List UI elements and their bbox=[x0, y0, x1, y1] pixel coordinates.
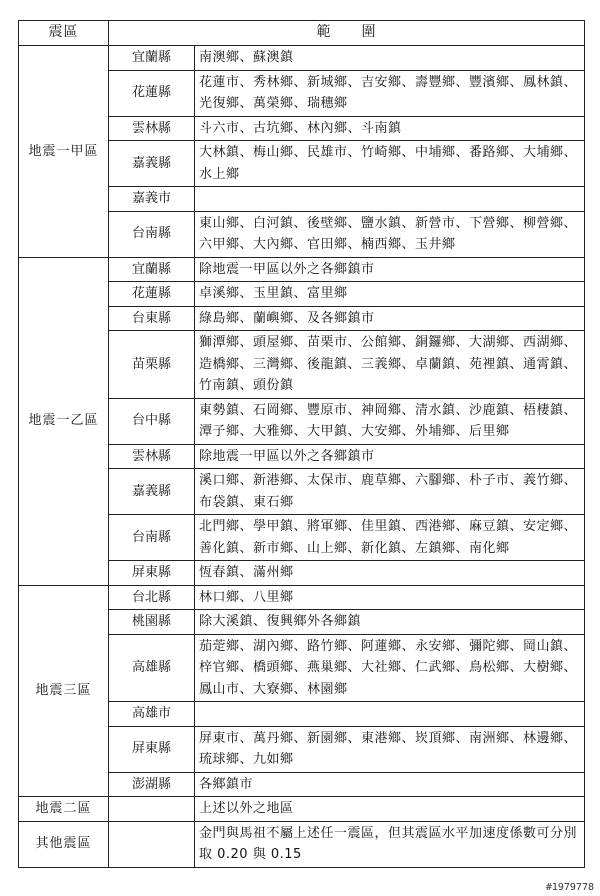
range-cell: 花蓮市、秀林鄉、新城鄉、吉安鄉、壽豐鄉、豐濱鄉、鳳林鎮、光復鄉、萬榮鄉、瑞穗鄉 bbox=[195, 70, 585, 116]
table-row bbox=[19, 46, 585, 71]
county-cell: 花蓮縣 bbox=[109, 282, 195, 307]
range-cell: 除地震一甲區以外之各鄉鎮市 bbox=[195, 257, 585, 282]
header-range: 範 圍 bbox=[109, 21, 585, 46]
county-cell: 高雄縣 bbox=[109, 634, 195, 702]
table-row bbox=[19, 821, 585, 867]
county-cell: 花蓮縣 bbox=[109, 70, 195, 116]
county-cell: 嘉義縣 bbox=[109, 141, 195, 187]
range-cell: 林口鄉、八里鄉 bbox=[195, 585, 585, 610]
document-page bbox=[18, 20, 584, 866]
range-cell: 除大溪鎮、復興鄉外各鄉鎮 bbox=[195, 610, 585, 635]
zone-label: 地震二區 bbox=[19, 797, 109, 822]
range-cell: 屏東市、萬丹鄉、新園鄉、東港鄉、崁頂鄉、南洲鄉、林邊鄉、琉球鄉、九如鄉 bbox=[195, 726, 585, 772]
zone-label: 地震一甲區 bbox=[19, 46, 109, 258]
header-zone: 震區 bbox=[19, 21, 109, 46]
county-cell bbox=[109, 797, 195, 822]
range-cell: 大林鎮、梅山鄉、民雄市、竹崎鄉、中埔鄉、番路鄉、大埔鄉、水上鄉 bbox=[195, 141, 585, 187]
county-cell: 台北縣 bbox=[109, 585, 195, 610]
range-cell: 斗六市、古坑鄉、林內鄉、斗南鎮 bbox=[195, 116, 585, 141]
zone-label: 地震三區 bbox=[19, 585, 109, 797]
range-cell: 南澳鄉、蘇澳鎮 bbox=[195, 46, 585, 71]
range-cell: 溪口鄉、新港鄉、太保市、鹿草鄉、六腳鄉、朴子市、義竹鄉、布袋鎮、東石鄉 bbox=[195, 469, 585, 515]
range-cell: 卓溪鄉、玉里鎮、富里鄉 bbox=[195, 282, 585, 307]
county-cell: 宜蘭縣 bbox=[109, 257, 195, 282]
range-cell: 恆春鎮、滿州鄉 bbox=[195, 561, 585, 586]
county-cell: 嘉義市 bbox=[109, 187, 195, 212]
range-cell: 上述以外之地區 bbox=[195, 797, 585, 822]
county-cell: 屏東縣 bbox=[109, 726, 195, 772]
range-cell: 北門鄉、學甲鎮、將軍鄉、佳里鎮、西港鄉、麻豆鎮、安定鄉、善化鎮、新市鄉、山上鄉、新化鎮、左鎮鄉、南化鄉 bbox=[195, 515, 585, 561]
county-cell: 台南縣 bbox=[109, 515, 195, 561]
range-cell: 獅潭鄉、頭屋鄉、苗栗市、公館鄉、銅鑼鄉、大湖鄉、西湖鄉、造橋鄉、三灣鄉、後龍鎮、三義鄉、卓蘭鎮、苑裡鎮、通霄鎮、竹南鎮、頭份鎮 bbox=[195, 331, 585, 399]
range-cell bbox=[195, 187, 585, 212]
table-row bbox=[19, 585, 585, 610]
range-cell: 除地震一甲區以外之各鄉鎮市 bbox=[195, 444, 585, 469]
range-cell: 茄萣鄉、湖內鄉、路竹鄉、阿蓮鄉、永安鄉、彌陀鄉、岡山鎮、梓官鄉、橋頭鄉、燕巢鄉、大社鄉、仁武鄉、鳥松鄉、大樹鄉、鳳山市、大寮鄉、林園鄉 bbox=[195, 634, 585, 702]
county-cell: 宜蘭縣 bbox=[109, 46, 195, 71]
zone-label: 其他震區 bbox=[19, 821, 109, 867]
county-cell: 台中縣 bbox=[109, 398, 195, 444]
county-cell: 高雄市 bbox=[109, 702, 195, 727]
table-header-row bbox=[19, 21, 585, 46]
county-cell: 桃園縣 bbox=[109, 610, 195, 635]
range-cell: 綠島鄉、蘭嶼鄉、及各鄉鎮市 bbox=[195, 306, 585, 331]
range-cell bbox=[195, 702, 585, 727]
county-cell: 嘉義縣 bbox=[109, 469, 195, 515]
county-cell: 澎湖縣 bbox=[109, 772, 195, 797]
county-cell: 苗栗縣 bbox=[109, 331, 195, 399]
zone-label: 地震一乙區 bbox=[19, 257, 109, 585]
table-row bbox=[19, 257, 585, 282]
county-cell: 屏東縣 bbox=[109, 561, 195, 586]
county-cell: 雲林縣 bbox=[109, 444, 195, 469]
range-cell: 東勢鎮、石岡鄉、豐原市、神岡鄉、清水鎮、沙鹿鎮、梧棲鎮、潭子鄉、大雅鄉、大甲鎮、大安鄉、外埔鄉、后里鄉 bbox=[195, 398, 585, 444]
range-cell: 東山鄉、白河鎮、後壁鄉、鹽水鎮、新營市、下營鄉、柳營鄉、六甲鄉、大內鄉、官田鄉、楠西鄉、玉井鄉 bbox=[195, 211, 585, 257]
table-row bbox=[19, 797, 585, 822]
county-cell: 雲林縣 bbox=[109, 116, 195, 141]
range-cell: 各鄉鎮市 bbox=[195, 772, 585, 797]
county-cell: 台東縣 bbox=[109, 306, 195, 331]
watermark-id: #1979778 bbox=[545, 882, 594, 893]
county-cell bbox=[109, 821, 195, 867]
county-cell: 台南縣 bbox=[109, 211, 195, 257]
seismic-zone-table bbox=[18, 20, 585, 868]
range-cell: 金門與馬祖不屬上述任一震區，但其震區水平加速度係數可分別取 0.20 與 0.15 bbox=[195, 821, 585, 867]
